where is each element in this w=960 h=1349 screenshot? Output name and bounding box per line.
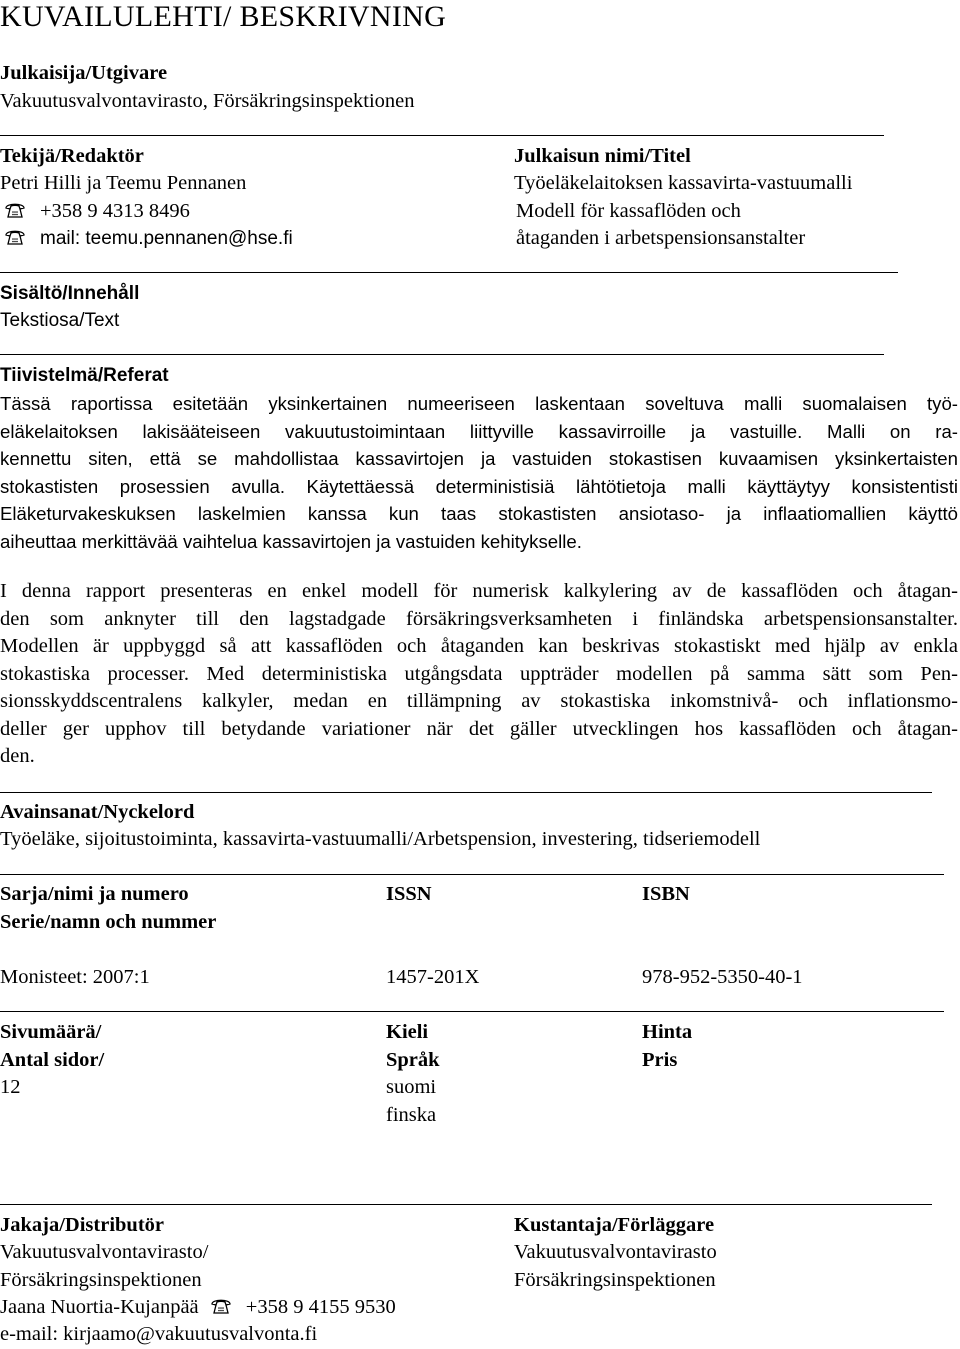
- abstract-line: Modellen är uppbyggd så att kassaflöden och åtaganden kan beskrivas stokastiskt med hjälp av enkla: [0, 635, 958, 657]
- abstract-line: kennettu siten, että se mahdollistaa kassavirtojen ja vastuiden stokastisen kuvaamisen yksinkertaisten: [0, 448, 958, 470]
- abstract-line: sionsskyddscentralens kalkyler, medan en tillämpning av stokastiska inkomstnivå- och inflationsmo-: [0, 690, 958, 712]
- abstract-line: Tässä raportissa esitetään yksinkertainen numeeriseen laskentaan soveltuva malli suomalaisen työ-: [0, 393, 958, 414]
- page-title: KUVAILULEHTI/ BESKRIVNING: [0, 0, 447, 33]
- divider: [0, 135, 884, 136]
- divider: [0, 874, 944, 875]
- issuer-line: Vakuutusvalvontavirasto: [514, 1241, 717, 1263]
- telephone-icon: [210, 1297, 232, 1315]
- author-phone-row: [4, 198, 190, 226]
- price-label: Pris: [642, 1049, 678, 1071]
- abstract-swedish: [0, 578, 958, 771]
- divider: [0, 272, 898, 273]
- price-label: Hinta: [642, 1021, 693, 1043]
- distributor-contact-row: [0, 1294, 396, 1322]
- distributor-label: Jakaja/Distributör: [0, 1214, 164, 1236]
- series-value: Monisteet: 2007:1: [0, 966, 150, 988]
- abstract-label: Tiivistelmä/Referat: [0, 365, 169, 386]
- series-label: Serie/namn och nummer: [0, 911, 217, 933]
- abstract-finnish: [0, 390, 958, 556]
- abstract-line: deller ger upphov till betydande variationer när det gäller utvecklingen hos kassaflöden och åtagan-: [0, 717, 958, 740]
- pages-label: Antal sidor/: [0, 1049, 105, 1071]
- abstract-line: den som anknyter till den lagstadgade försäkringsverksamheten i finländska arbetspensionsanstalter.: [0, 607, 958, 630]
- divider: [0, 354, 884, 355]
- abstract-line: Eläketurvakeskuksen laskelmien kanssa kun taas stokastisten ansiotaso- ja inflaatiomallien käyttö: [0, 503, 958, 525]
- author-phone: +358 9 4313 8496: [40, 200, 190, 222]
- isbn-value: 978-952-5350-40-1: [642, 966, 803, 988]
- pages-label: Sivumäärä/: [0, 1021, 102, 1043]
- distributor-line: Vakuutusvalvontavirasto/: [0, 1241, 209, 1263]
- language-label: Kieli: [386, 1021, 429, 1043]
- telephone-icon: [4, 228, 26, 246]
- publication-title-line: Työeläkelaitoksen kassavirta-vastuumalli: [514, 172, 853, 194]
- divider: [0, 1011, 944, 1012]
- publisher-label: Julkaisija/Utgivare: [0, 62, 168, 84]
- abstract-line: aiheuttaa merkittävää vaihtelua kassavirtojen ja vastuiden kehitykselle.: [0, 530, 582, 552]
- keywords-label: Avainsanat/Nyckelord: [0, 801, 195, 823]
- issn-value: 1457-201X: [386, 966, 480, 988]
- divider: [0, 1204, 932, 1205]
- distributor-contact-phone: +358 9 4155 9530: [245, 1296, 396, 1318]
- publication-title-line: Modell för kassaflöden och: [516, 200, 741, 222]
- language-value: suomi: [386, 1076, 437, 1098]
- publisher-value: Vakuutusvalvontavirasto, Försäkringsinspektionen: [0, 90, 415, 112]
- distributor-email: e-mail: kirjaamo@vakuutusvalvonta.fi: [0, 1323, 318, 1345]
- series-label: Sarja/nimi ja numero: [0, 883, 189, 905]
- author-email-row: [4, 225, 293, 253]
- distributor-line: Försäkringsinspektionen: [0, 1269, 202, 1291]
- contents-value: Tekstiosa/Text: [0, 310, 120, 331]
- language-label: Språk: [386, 1049, 440, 1071]
- publication-title-line: åtaganden i arbetspensionsanstalter: [516, 227, 806, 249]
- abstract-line: eläkelaitoksen lakisääteiseen vakuutustoimintaan liittyville kassavirroille ja vastuille. Malli on ra-: [0, 420, 958, 442]
- keywords-value: Työeläke, sijoitustoiminta, kassavirta-vastuumalli/Arbetspension, investering, tidseriemodell: [0, 828, 761, 850]
- author-label: Tekijä/Redaktör: [0, 145, 144, 167]
- contents-label: Sisältö/Innehåll: [0, 283, 140, 304]
- abstract-line: stokastisten prosessien avulla. Käytettäessä deterministisiä lähtötietoja malli käyttäytyy konsistentisti: [0, 475, 958, 497]
- language-value: finska: [386, 1104, 437, 1126]
- publication-title-label: Julkaisun nimi/Titel: [514, 145, 691, 167]
- isbn-label: ISBN: [642, 883, 690, 905]
- abstract-line: I denna rapport presenteras en enkel modell för numerisk kalkylering av de kassaflöden och åtagan-: [0, 580, 958, 602]
- telephone-icon: [4, 201, 26, 219]
- issuer-line: Försäkringsinspektionen: [514, 1269, 716, 1291]
- author-name: Petri Hilli ja Teemu Pennanen: [0, 172, 247, 194]
- issn-label: ISSN: [386, 883, 432, 905]
- distributor-contact-name: Jaana Nuortia-Kujanpää: [0, 1296, 199, 1318]
- pages-value: 12: [0, 1076, 21, 1098]
- divider: [0, 792, 932, 793]
- author-email: mail: teemu.pennanen@hse.fi: [40, 228, 293, 249]
- abstract-line: den.: [0, 745, 35, 767]
- issuer-label: Kustantaja/Förläggare: [514, 1214, 715, 1236]
- abstract-line: stokastiska processer. Med deterministiska utgångsdata uppträder modellen på samma sätt som Pen-: [0, 662, 958, 685]
